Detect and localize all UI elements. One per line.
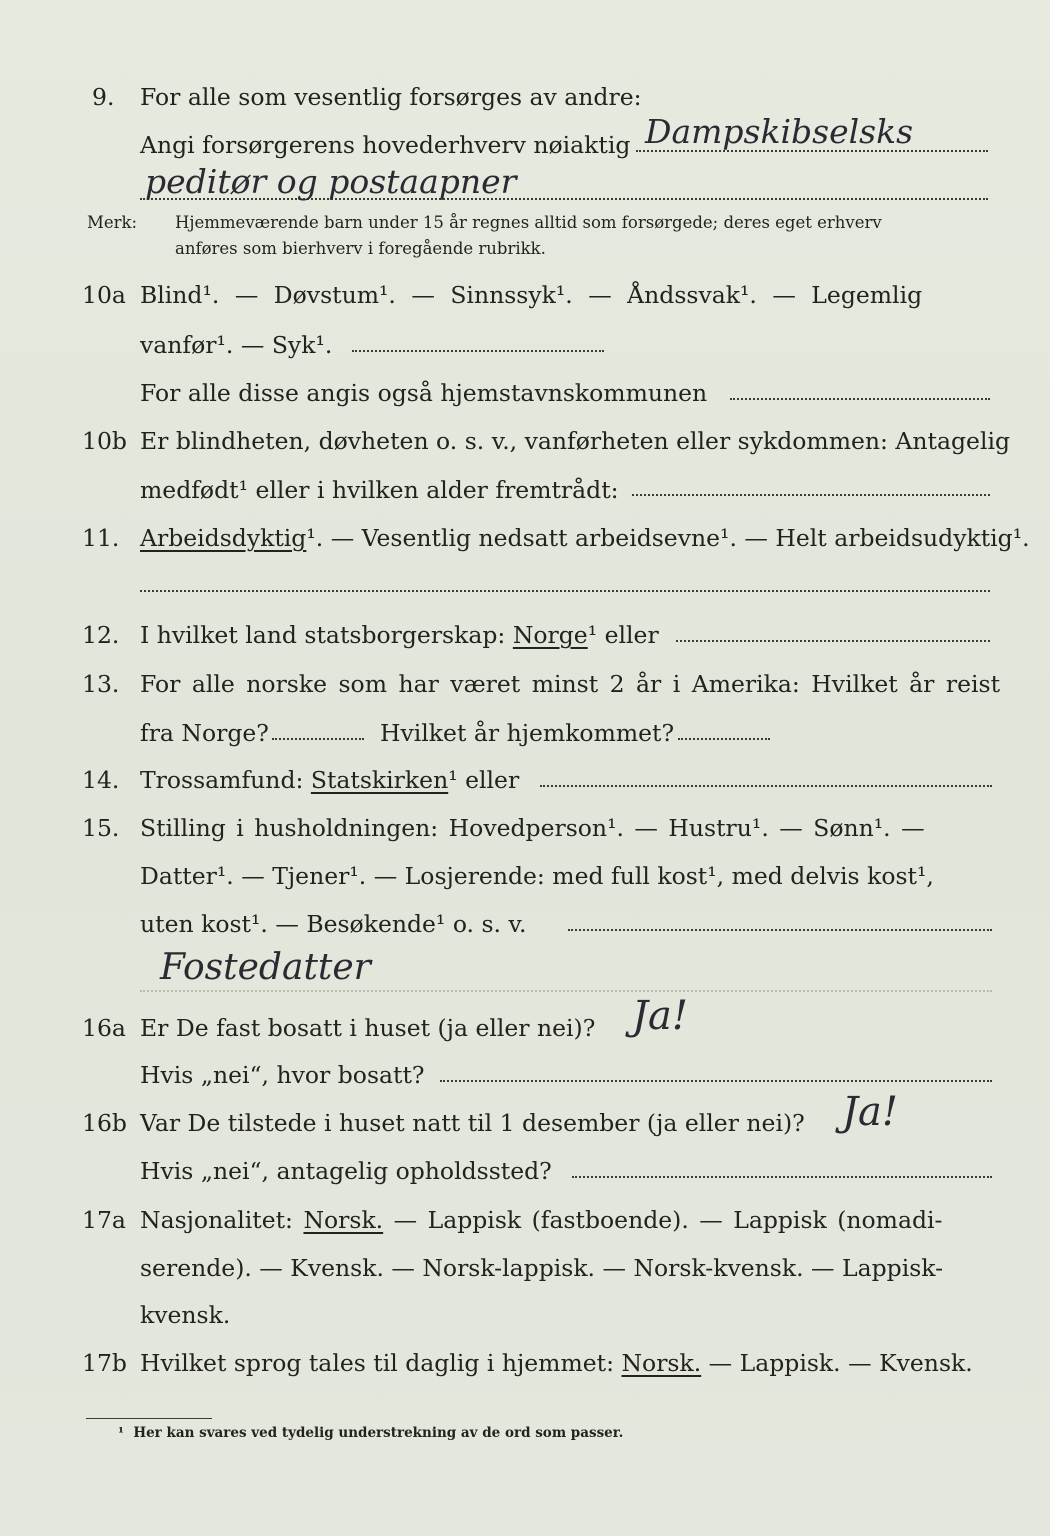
q10b-number: 10b	[82, 427, 127, 455]
q11-text	[140, 523, 1030, 553]
q15-text: Stilling i husholdningen: Hovedperson¹. — Hustru¹. — Sønn¹. —	[140, 814, 925, 842]
q15-answer-handwritten: Fostedatter	[160, 947, 371, 988]
q17a-option-norsk: Norsk.	[303, 1206, 384, 1234]
q15-text3: uten kost¹. — Besøkende¹ o. s. v.	[140, 910, 527, 938]
answer-line	[140, 990, 992, 992]
answer-line	[540, 785, 992, 787]
q9-number: 9.	[92, 83, 115, 111]
q16a-text: Er De fast bosatt i huset (ja eller nei)?	[140, 1014, 596, 1042]
q16a-text2: Hvis „nei“, hvor bosatt?	[140, 1061, 425, 1089]
answer-line	[352, 350, 604, 352]
answer-line	[140, 590, 990, 592]
q13-text2a: fra Norge?	[140, 719, 269, 747]
q10a-text2: vanfør¹. — Syk¹.	[140, 331, 333, 359]
q17b-rest: — Lappisk. — Kvensk.	[701, 1349, 973, 1377]
answer-line	[272, 738, 364, 740]
q15-text2: Datter¹. — Tjener¹. — Losjerende: med full kost¹, med delvis kost¹,	[140, 862, 934, 890]
q9-answer-handwritten-1: Dampskibselsks	[645, 112, 914, 151]
answer-line	[440, 1080, 992, 1082]
q9-text2: Angi forsørgerens hovederhverv nøiaktig	[140, 131, 631, 159]
q10a-text: Blind¹. — Døvstum¹. — Sinnssyk¹. — Åndssvak¹. — Legemlig	[140, 281, 923, 309]
merk-text-1: Hjemmeværende barn under 15 år regnes alltid som forsørgede; deres eget erhverv	[175, 213, 882, 232]
q14-question: Trossamfund:	[140, 766, 311, 794]
q9-answer-handwritten-2: peditør og postaapner	[145, 162, 517, 201]
q13-text2b: Hvilket år hjemkommet?	[380, 719, 675, 747]
q10b-text: Er blindheten, døvheten o. s. v., vanførheten eller sykdommen: Antagelig	[140, 427, 1011, 455]
q17a-label: Nasjonalitet:	[140, 1206, 304, 1234]
q11-number: 11.	[82, 524, 120, 552]
q10b-text2: medfødt¹ eller i hvilken alder fremtrådt:	[140, 476, 619, 504]
q17b-text	[140, 1348, 973, 1378]
q12-number: 12.	[82, 621, 120, 649]
q12-option-norge: Norge	[512, 621, 588, 649]
q14-number: 14.	[82, 766, 120, 794]
q16a-answer-handwritten: Ja!	[632, 993, 688, 1039]
q17b-option-norsk: Norsk.	[621, 1349, 702, 1377]
answer-line	[678, 738, 770, 740]
q16a-number: 16a	[82, 1014, 126, 1042]
q16b-number: 16b	[82, 1109, 127, 1137]
q17a-number: 17a	[82, 1206, 126, 1234]
answer-line	[568, 929, 992, 931]
footnote-rule	[86, 1418, 212, 1419]
footnote-body: Her kan svares ved tydelig understrekning av de ord som passer.	[133, 1425, 624, 1441]
answer-line	[730, 398, 990, 400]
q13-number: 13.	[82, 670, 120, 698]
merk-text-2: anføres som bierhverv i foregående rubrikk.	[175, 239, 546, 258]
q17b-question: Hvilket sprog tales til daglig i hjemmet:	[140, 1349, 622, 1377]
merk-label: Merk:	[87, 213, 138, 232]
q17a-rest1: — Lappisk (fastboende). — Lappisk (nomadi-	[383, 1206, 943, 1234]
q9-text: For alle som vesentlig forsørges av andre:	[140, 83, 642, 111]
q11-option-arbeidsdyktig: Arbeidsdyktig	[140, 524, 307, 552]
footnote-text	[118, 1424, 623, 1442]
answer-line	[632, 494, 990, 496]
q14-eller: ¹ eller	[448, 766, 520, 794]
footnote-marker: ¹	[118, 1425, 124, 1441]
q16b-answer-handwritten: Ja!	[842, 1089, 898, 1135]
q15-number: 15.	[82, 814, 120, 842]
q17a-text3: kvensk.	[140, 1301, 231, 1329]
q11-rest: ¹. — Vesentlig nedsatt arbeidsevne¹. — Helt arbeidsudyktig¹.	[306, 524, 1030, 552]
q17a-text	[140, 1205, 942, 1235]
q12-eller: ¹ eller	[587, 621, 659, 649]
q13-text: For alle norske som har været minst 2 år i Amerika: Hvilket år reist	[140, 670, 1001, 698]
q16b-text: Var De tilstede i huset natt til 1 desember (ja eller nei)?	[140, 1109, 805, 1137]
q12-question: I hvilket land statsborgerskap:	[140, 621, 513, 649]
q16b-text2: Hvis „nei“, antagelig opholdssted?	[140, 1157, 552, 1185]
q14-option-statskirken: Statskirken	[310, 766, 449, 794]
q12-text	[140, 620, 659, 650]
answer-line	[676, 640, 990, 642]
q10a-text3: For alle disse angis også hjemstavnskommunen	[140, 379, 708, 407]
q14-text	[140, 765, 519, 795]
q10a-number: 10a	[82, 281, 126, 309]
q17b-number: 17b	[82, 1349, 127, 1377]
answer-line	[572, 1176, 992, 1178]
q17a-text2: serende). — Kvensk. — Norsk-lappisk. — Norsk-kvensk. — Lappisk-	[140, 1254, 944, 1282]
